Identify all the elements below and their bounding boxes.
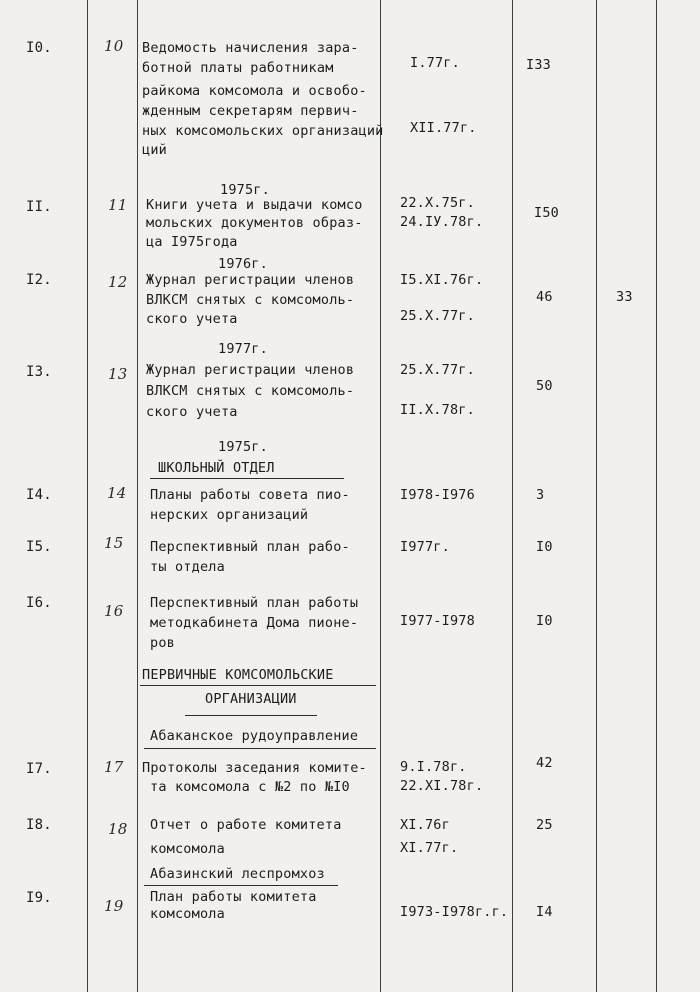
handwritten-number: 13 <box>108 365 128 383</box>
handwritten-number: 12 <box>108 273 128 291</box>
row-number: I4. <box>26 487 52 503</box>
row-title-line: нерских организаций <box>150 507 309 523</box>
date-range: I977г. <box>400 539 450 555</box>
row-title-line: жденным секретарям первич- <box>142 103 359 119</box>
row-title-line: комсомола <box>150 906 225 922</box>
sheet-count: I50 <box>534 205 559 221</box>
row-title-line: ца I975года <box>146 234 238 250</box>
sheet-count: 25 <box>536 817 553 833</box>
row-number: I6. <box>26 595 52 611</box>
sheet-count: I4 <box>536 904 553 920</box>
date-start: 9.I.78г. <box>400 759 467 775</box>
column-rule-5 <box>596 0 597 992</box>
section-underline <box>144 885 338 886</box>
date-start: XI.76г <box>400 817 450 833</box>
handwritten-number: 19 <box>104 897 124 915</box>
sheet-count: 42 <box>536 755 553 771</box>
row-title-line: комсомола <box>150 841 225 857</box>
row-title-line: та комсомола с №2 по №I0 <box>150 779 350 795</box>
row-title-line: методкабинета Дома пионе- <box>150 615 359 631</box>
section-heading-primary-orgs-2: ОРГАНИЗАЦИИ <box>205 691 297 707</box>
row-title-line: Протоколы заседания комите- <box>142 760 367 776</box>
sheet-count: I0 <box>536 539 553 555</box>
section-heading-abakan: Абаканское рудоуправление <box>150 728 359 744</box>
row-title-line: Журнал регистрации членов <box>146 362 355 378</box>
column-rule-6 <box>656 0 657 992</box>
handwritten-number: 10 <box>104 37 124 55</box>
row-title-line: райкома комсомола и освобо- <box>142 83 367 99</box>
date-end: 22.XI.78г. <box>400 778 484 794</box>
date-range: I977-I978 <box>400 613 475 629</box>
row-title-line: Отчет о работе комитета <box>150 817 342 833</box>
row-number: I7. <box>26 761 52 777</box>
date-start: I.77г. <box>410 55 460 71</box>
section-underline <box>150 478 344 479</box>
date-end: XI.77г. <box>400 840 459 856</box>
row-title-line: ров <box>150 635 175 651</box>
date-start: I5.XI.76г. <box>400 272 484 288</box>
row-title-line: ных комсомольских организаций <box>142 123 384 139</box>
row-title-line: ВЛКСМ снятых с комсомоль- <box>146 292 355 308</box>
sheet-count: 46 <box>536 289 553 305</box>
sheet-count: 3 <box>536 487 545 503</box>
date-end: XII.77г. <box>410 120 477 136</box>
sheet-count: I33 <box>526 57 551 73</box>
row-number: I8. <box>26 817 52 833</box>
row-number: I2. <box>26 272 52 288</box>
column-rule-2 <box>137 0 138 992</box>
column-rule-4 <box>512 0 513 992</box>
row-title-line: ского учета <box>146 404 238 420</box>
section-heading-abaza: Абазинский леспромхоз <box>150 866 325 882</box>
row-title-line: ского учета <box>146 311 238 327</box>
section-underline <box>140 685 376 686</box>
handwritten-number: 16 <box>104 602 124 620</box>
row-year: 1975г. <box>220 182 270 198</box>
row-title-line: Книги учета и выдачи комсо <box>146 197 363 213</box>
row-number: I3. <box>26 364 52 380</box>
handwritten-number: 14 <box>107 484 127 502</box>
column-rule-1 <box>87 0 88 992</box>
section-year: 1975г. <box>218 439 268 455</box>
handwritten-number: 15 <box>104 534 124 552</box>
date-range: I978-I976 <box>400 487 475 503</box>
row-year: 1976г. <box>218 256 268 272</box>
section-heading-primary-orgs: ПЕРВИЧНЫЕ КОМСОМОЛЬСКИЕ <box>142 667 334 683</box>
row-title-line: Журнал регистрации членов <box>146 272 355 288</box>
handwritten-number: 11 <box>108 196 128 214</box>
date-end: II.X.78г. <box>400 402 475 418</box>
row-title-line: ты отдела <box>150 559 225 575</box>
handwritten-number: 18 <box>108 820 128 838</box>
row-number: I0. <box>26 40 52 56</box>
sheet-count: I0 <box>536 613 553 629</box>
row-number: I9. <box>26 890 52 906</box>
row-number: I5. <box>26 539 52 555</box>
row-title-line: Перспективный план рабо- <box>150 539 350 555</box>
extra-count: 33 <box>616 289 633 305</box>
date-end: 25.X.77г. <box>400 308 475 324</box>
section-underline <box>185 715 317 716</box>
row-title-line: Ведомость начисления зара- <box>142 40 359 56</box>
row-year: 1977г. <box>218 341 268 357</box>
section-heading-school-dept: ШКОЛЬНЫЙ ОТДЕЛ <box>158 460 275 476</box>
row-number: II. <box>26 199 52 215</box>
date-end: 24.IУ.78г. <box>400 214 484 230</box>
date-range: I973-I978г.г. <box>400 904 509 920</box>
row-title-line: мольских документов образ- <box>146 215 363 231</box>
row-title-line: ВЛКСМ снятых с комсомоль- <box>146 383 355 399</box>
date-start: 22.X.75г. <box>400 195 475 211</box>
row-title-line: ций <box>142 142 167 158</box>
row-title-line: ботной платы работникам <box>142 60 334 76</box>
row-title-line: Планы работы совета пио- <box>150 487 350 503</box>
column-rule-3 <box>380 0 381 992</box>
section-underline <box>144 748 376 749</box>
sheet-count: 50 <box>536 378 553 394</box>
row-title-line: Перспективный план работы <box>150 595 359 611</box>
date-start: 25.X.77г. <box>400 362 475 378</box>
row-title-line: План работы комитета <box>150 889 317 905</box>
handwritten-number: 17 <box>104 758 124 776</box>
